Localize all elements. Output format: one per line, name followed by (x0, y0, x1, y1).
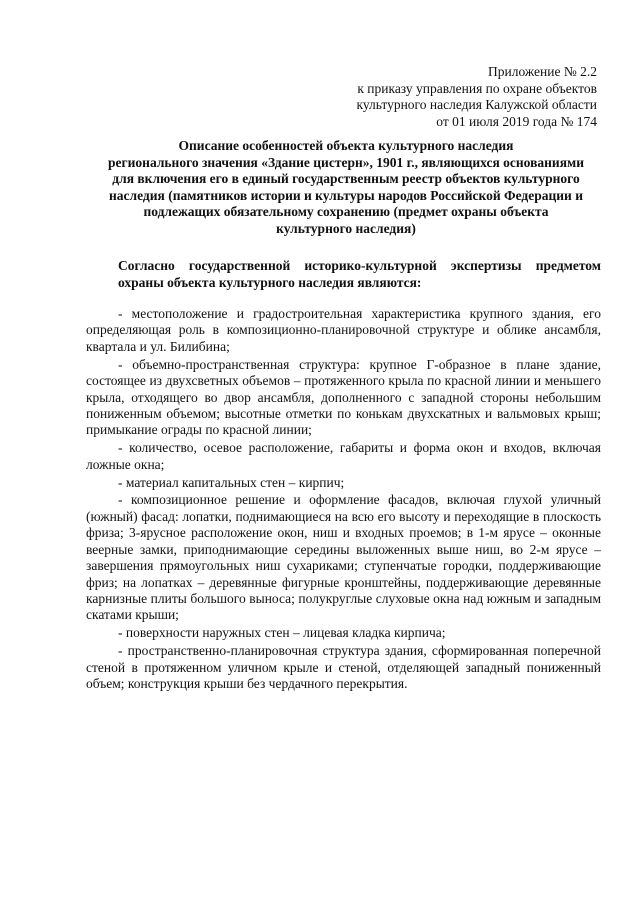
list-item: - объемно-пространственная структура: крупное Г-образное в плане здание, состоящее из двухсветных объемов – протяженного крыла по красной линии и меньшего крыла, отходящего во двор ансамбля, дополненного с западной стороны небольшим пониженным объемом; высотные отметки по конькам двухскатных и вальмовых крыш; примыкание ограды по красной линии; (86, 356, 601, 438)
title-line: культурного наследия) (276, 220, 416, 236)
lead-text: Согласно государственной историко-культурной экспертизы предметом охраны объекта культурного наследия являются: (118, 258, 601, 290)
title-line: наследия (памятников истории и культуры народов Российской Федерации и (109, 187, 583, 203)
list-item: - пространственно-планировочная структура здания, сформированная поперечной стеной в протяженном уличном крыле и стеной, отделяющей западный пониженный объем; конструкция крыши без чердачного перекрытия. (86, 643, 601, 691)
list-item: - материал капитальных стен – кирпич; (118, 474, 345, 490)
list-item: - количество, осевое расположение, габариты и форма окон и входов, включая ложные окна; (86, 440, 601, 472)
appendix-header (356, 64, 597, 130)
list-item: - поверхности наружных стен – лицевая кладка кирпича; (118, 625, 446, 641)
lead-paragraph (86, 258, 601, 291)
list-item: - местоположение и градостроительная характеристика крупного здания, его определяющая роль в композиционно-планировочной структуре и облике ансамбля, квартала и ул. Билибина; (86, 306, 601, 354)
title-line: Описание особенностей объекта культурного наследия (178, 138, 514, 153)
appendix-order-reference: к приказу управления по охране объектов (357, 80, 597, 96)
title-line: для включения его в единый государственным реестр объектов культурного (112, 171, 580, 186)
appendix-number: Приложение № 2.2 (488, 64, 597, 79)
title-line: подлежащих обязательному сохранению (предмет охраны объекта (143, 204, 549, 219)
list-item: - композиционное решение и оформление фасадов, включая глухой уличный (южный) фасад: лопатки, поднимающиеся на всю его высоту и переходящие в плоскость фриза; 3-ярусное расположение окон, ниш и входных проемов; в 1-м ярусе – оконные веерные замки, приподнимающие середины выложенных выше ниш, во 2-м ярусе – завершения прямоугольных ниш сухариками; ступенчатые городки, поддерживающие фриз; на лопатках – деревянные фигурные кронштейны, поддерживающие деревянные карнизные плиты большого выноса; полукруглые слуховые окна над южным и западным скатами крыши; (86, 492, 601, 623)
appendix-authority: культурного наследия Калужской области (356, 97, 597, 112)
appendix-date: от 01 июля 2019 года № 174 (436, 113, 597, 129)
title-line: регионального значения «Здание цистерн», 1901 г., являющихся основаниями (108, 154, 584, 170)
protection-subject-list (86, 306, 601, 694)
document-title (86, 138, 606, 237)
